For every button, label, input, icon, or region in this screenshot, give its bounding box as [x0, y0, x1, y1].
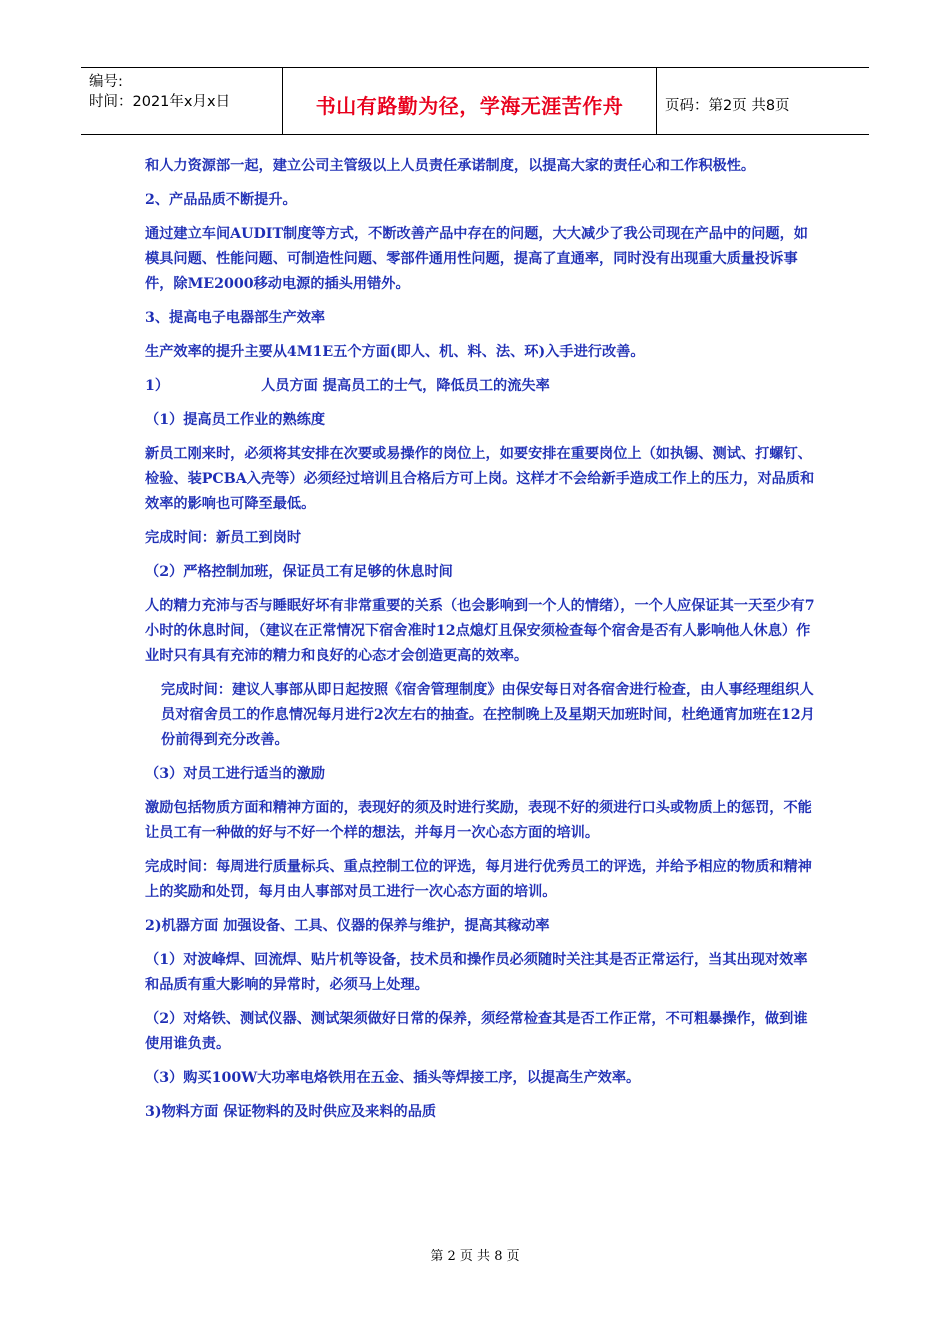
page-footer: 第 2 页 共 8 页 [430, 1249, 520, 1264]
paragraph: 生产效率的提升主要从4M1E五个方面(即人、机、料、法、环)入手进行改善。 [145, 344, 645, 360]
paragraph: 通过建立车间AUDIT制度等方式，不断改善产品中存在的问题，大大减少了我公司现在产品中的问题，如模具问题、性能问题、可制造性问题、零部件通用性问题，提高了直通率，同时没有出现重大质量投诉事件，除ME2000移动电源的插头用错外。 [145, 226, 808, 292]
item-heading: （3）对员工进行适当的激励 [145, 766, 326, 782]
header-motto: 书山有路勤为径，学海无涯苦作舟 [283, 68, 657, 134]
header-page-number: 页码：第2页 共8页 [665, 97, 790, 114]
section-heading: 2、产品品质不断提升。 [145, 192, 297, 208]
header-meta [81, 68, 283, 134]
page-header [81, 67, 869, 135]
subsection-heading [145, 374, 815, 399]
item-heading: （2）严格控制加班，保证员工有足够的休息时间 [145, 564, 453, 580]
paragraph: 和人力资源部一起，建立公司主管级以上人员责任承诺制度，以提高大家的责任心和工作积极性。 [145, 158, 756, 174]
document-body [145, 154, 815, 1134]
completion-time: 完成时间：建议人事部从即日起按照《宿舍管理制度》由保安每日对各宿舍进行检查，由人事经理组织人员对宿舍员工的作息情况每月进行2次左右的抽查。在控制晚上及星期天加班时间，杜绝通宵加班在12月份前得到充分改善。 [161, 682, 815, 748]
document-number-label: 编号: [89, 74, 123, 90]
item-heading: （1）提高员工作业的熟练度 [145, 412, 326, 428]
paragraph: （1）对波峰焊、回流焊、贴片机等设备，技术员和操作员必须随时关注其是否正常运行，当其出现对效率和品质有重大影响的异常时，必须马上处理。 [145, 952, 808, 993]
completion-time: 完成时间：新员工到岗时 [145, 530, 302, 546]
completion-time: 完成时间：每周进行质量标兵、重点控制工位的评选，每月进行优秀员工的评选，并给予相应的物质和精神上的奖励和处罚，每月由人事部对员工进行一次心态方面的培训。 [145, 859, 812, 900]
list-marker: 1） [145, 378, 170, 394]
subsection-heading: 3)物料方面 保证物料的及时供应及来料的品质 [145, 1104, 437, 1120]
subsection-heading: 2)机器方面 加强设备、工具、仪器的保养与维护，提高其稼动率 [145, 918, 550, 934]
paragraph: 新员工刚来时，必须将其安排在次要或易操作的岗位上，如要安排在重要岗位上（如执锡、测试、打螺钉、检验、装PCBA入壳等）必须经过培训且合格后方可上岗。这样才不会给新手造成工作上的压力，对品质和效率的影响也可降至最低。 [145, 446, 815, 512]
subsection-title: 人员方面 提高员工的士气，降低员工的流失率 [261, 378, 550, 394]
paragraph: 人的精力充沛与否与睡眠好坏有非常重要的关系（也会影响到一个人的情绪），一个人应保证其一天至少有7小时的休息时间，（建议在正常情况下宿舍准时12点熄灯且保安须检查每个宿舍是否有人影响他人休息）作业时只有具有充沛的精力和良好的心态才会创造更高的效率。 [145, 598, 815, 664]
section-heading: 3、提高电子电器部生产效率 [145, 310, 326, 326]
paragraph: （2）对烙铁、测试仪器、测试架须做好日常的保养，须经常检查其是否工作正常，不可粗暴操作，做到谁使用谁负责。 [145, 1011, 808, 1052]
paragraph: （3）购买100W大功率电烙铁用在五金、插头等焊接工序，以提高生产效率。 [145, 1070, 641, 1086]
document-date: 时间：2021年x月x日 [89, 94, 231, 110]
paragraph: 激励包括物质方面和精神方面的，表现好的须及时进行奖励，表现不好的须进行口头或物质上的惩罚，不能让员工有一种做的好与不好一个样的想法，并每月一次心态方面的培训。 [145, 800, 812, 841]
